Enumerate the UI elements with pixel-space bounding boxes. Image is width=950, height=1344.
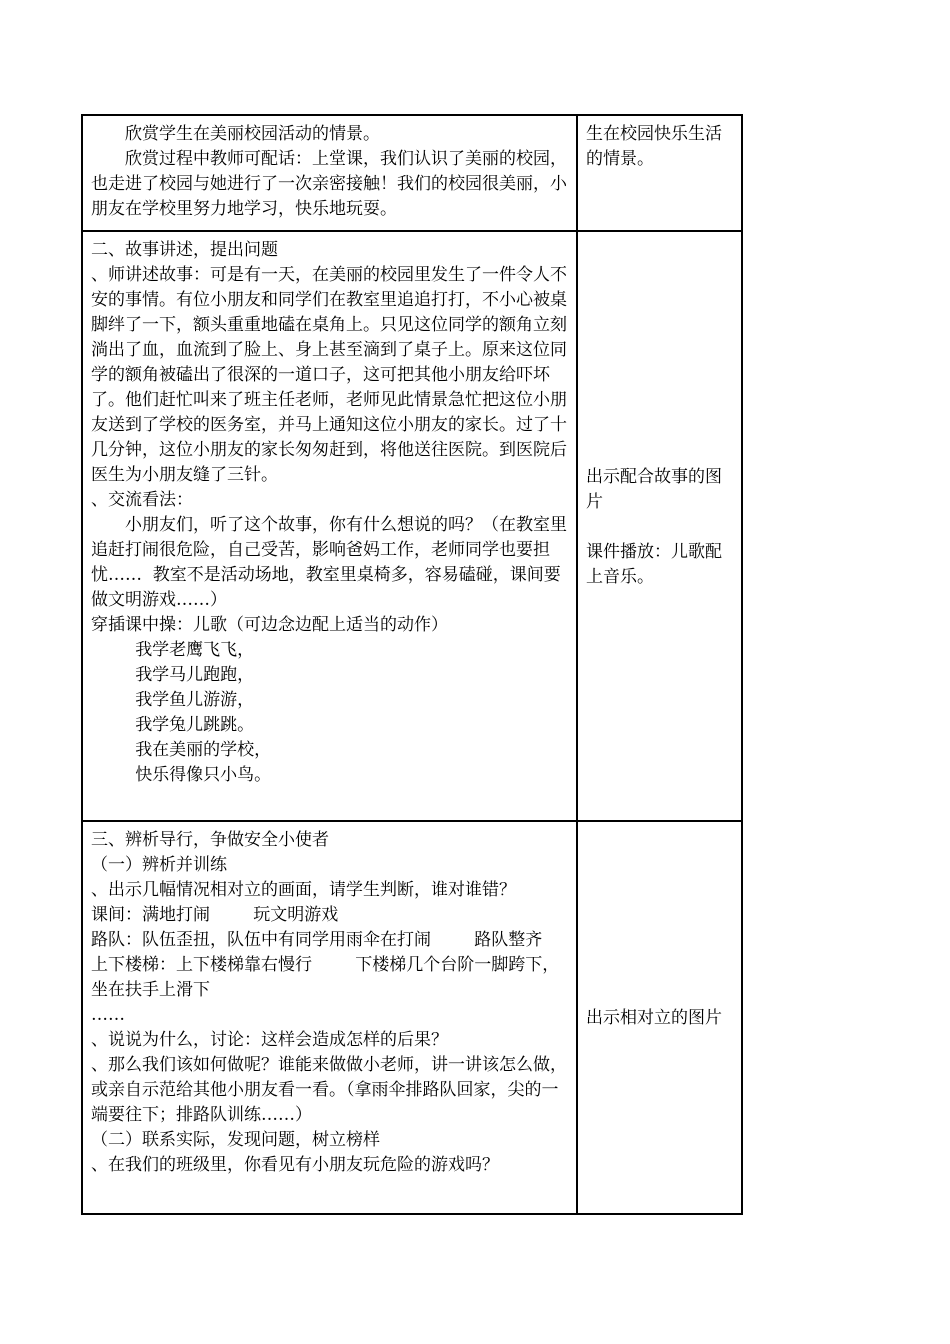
table-row [82, 115, 742, 231]
paragraph: 欣赏学生在美丽校园活动的情景。 [125, 124, 380, 144]
note-text: 课件播放：儿歌配上音乐。 [586, 541, 722, 587]
activity-cell [82, 115, 577, 231]
table-row [82, 821, 742, 1214]
note-cell [577, 821, 742, 1214]
activity-cell [82, 821, 577, 1214]
paragraph: …… [91, 1005, 125, 1025]
paragraph: 欣赏过程中教师可配话：上堂课，我们认识了美丽的校园，也走进了校园与她进行了一次亲密接触！我们的校园很美丽，小朋友在学校里努力地学习，快乐地玩耍。 [91, 149, 567, 219]
paragraph: 、在我们的班级里，你看见有小朋友玩危险的游戏吗？ [91, 1155, 499, 1175]
sub-heading: （二）联系实际，发现问题，树立榜样 [91, 1130, 380, 1150]
section-heading: 三、辨析导行，争做安全小使者 [91, 830, 329, 850]
sub-heading: （一）辨析并训练 [91, 855, 227, 875]
paragraph: 、出示几幅情况相对立的画面，请学生判断，谁对谁错？ [91, 880, 516, 900]
note-text: 出示相对立的图片 [586, 1008, 722, 1028]
spacer [586, 515, 735, 540]
paragraph: 课间：满地打闹 玩文明游戏 [91, 905, 339, 925]
poem-line: 我学兔儿跳跳。 [135, 715, 255, 735]
paragraph: 、那么我们该如何做呢？谁能来做做小老师，讲一讲该怎么做，或亲自示范给其他小朋友看一看。（拿雨伞排路队回家，尖的一端要往下；排路队训练……） [91, 1055, 567, 1125]
poem-line: 我学马儿跑跑， [135, 665, 255, 685]
paragraph: 、师讲述故事：可是有一天，在美丽的校园里发生了一件令人不安的事情。有位小朋友和同学们在教室里追追打打，不小心被桌脚绊了一下，额头重重地磕在桌角上。只见这位同学的额角立刻淌出了血，血流到了脸上、身上甚至滴到了桌子上。原来这位同学的额角被磕出了很深的一道口子，这可把其他小朋友给吓坏了。他们赶忙叫来了班主任老师，老师见此情景急忙把这位小朋友送到了学校的医务室，并马上通知这位小朋友的家长。过了十几分钟，这位小朋友的家长匆匆赶到，将他送往医院。到医院后医生为小朋友缝了三针。 [91, 265, 567, 485]
poem-line: 我学老鹰飞飞， [135, 640, 255, 660]
paragraph: 穿插课中操：儿歌（可边念边配上适当的动作） [91, 615, 448, 635]
paragraph: 路队：队伍歪扭，队伍中有同学用雨伞在打闹 路队整齐 [91, 930, 543, 950]
note-cell [577, 231, 742, 821]
table-row [82, 231, 742, 821]
activity-cell [82, 231, 577, 821]
section-heading: 二、故事讲述，提出问题 [91, 240, 278, 260]
paragraph: 、说说为什么，讨论：这样会造成怎样的后果？ [91, 1030, 448, 1050]
note-cell [577, 115, 742, 231]
paragraph: 、交流看法： [91, 490, 193, 510]
poem-line: 快乐得像只小鸟。 [135, 765, 272, 785]
lesson-plan-table [81, 114, 743, 1215]
note-text: 出示配合故事的图片 [586, 466, 722, 512]
paragraph: 上下楼梯：上下楼梯靠右慢行 下楼梯几个台阶一脚跨下，坐在扶手上滑下 [91, 955, 560, 1000]
poem-line: 我在美丽的学校， [135, 740, 272, 760]
paragraph: 小朋友们，听了这个故事，你有什么想说的吗？（在教室里追赶打闹很危险，自己受苦，影响爸妈工作，老师同学也要担忧…… 教室不是活动场地，教室里桌椅多，容易磕碰，课间要做文明游戏……） [91, 515, 567, 610]
note-text: 生在校园快乐生活的情景。 [586, 124, 722, 169]
poem-line: 我学鱼儿游游， [135, 690, 255, 710]
